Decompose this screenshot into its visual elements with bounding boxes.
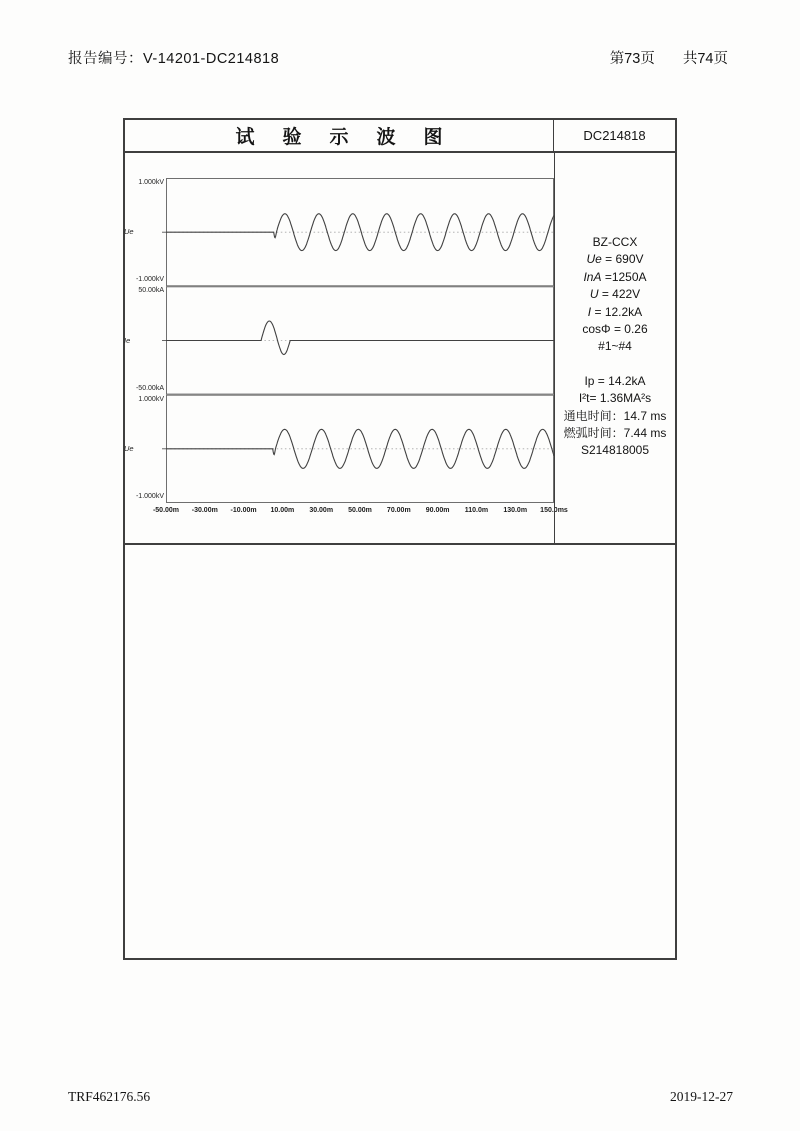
page-indicator <box>610 47 728 68</box>
result-line-0: Ip = 14.2kA <box>584 373 646 388</box>
result-line-1: I²t= 1.36MA²s <box>578 391 652 406</box>
document-title: 试验示波图 <box>235 127 471 148</box>
result-line-2: 通电时间：14.7 ms <box>563 408 667 423</box>
parameters-panel <box>554 153 675 543</box>
report-date: 2019-12-27 <box>670 1089 733 1104</box>
spec-line-0: BZ-CCX <box>592 235 638 249</box>
total-pages-label: 共74页 <box>682 51 728 67</box>
time-tick-label-6: 70.00m <box>386 507 411 514</box>
scope-svg <box>166 178 554 503</box>
spec-line-6: #1~#4 <box>598 339 632 354</box>
spec-line-3: U = 422V <box>589 287 641 302</box>
title-cell <box>125 120 553 151</box>
spec-line-5: cosΦ = 0.26 <box>582 322 648 337</box>
scale-top-label-ch0: 1.000kV <box>138 179 164 186</box>
waveform-trace-ch1 <box>166 321 554 355</box>
result-line-4: S214818005 <box>580 443 650 458</box>
blank-area <box>125 545 675 958</box>
spec-line-4: I = 12.2kA <box>587 304 643 319</box>
time-tick-label-7: 90.00m <box>425 507 450 514</box>
time-tick-label-10: 150.0ms <box>540 507 568 514</box>
spec-line-1: Ue = 690V <box>586 252 644 267</box>
time-tick-label-3: 10.00m <box>270 507 295 514</box>
scale-top-label-ch2: 1.000kV <box>138 395 164 403</box>
channel-label-ch1: Ie <box>124 335 131 345</box>
channel-label-ch0: Ue <box>124 227 134 237</box>
time-tick-label-5: 50.00m <box>348 507 372 514</box>
scope-plot <box>124 178 568 514</box>
trf-number: TRF462176.56 <box>68 1089 151 1104</box>
result-block <box>555 373 675 460</box>
scale-bottom-label-ch1: -50.00kA <box>135 384 164 392</box>
spec-line-2: InA =1250A <box>583 269 647 284</box>
oscillogram-section <box>125 153 675 545</box>
oscillogram-frame <box>123 118 677 960</box>
channel-label-ch2: Ue <box>124 443 134 453</box>
time-tick-label-4: 30.00m <box>309 507 334 514</box>
spec-block <box>555 234 675 356</box>
report-number: 报告编号：V-14201-DC214818 <box>68 51 280 67</box>
test-code: DC214818 <box>553 120 675 151</box>
title-row <box>125 120 675 153</box>
result-line-3: 燃弧时间：7.44 ms <box>563 426 667 441</box>
time-tick-label-2: -10.00m <box>230 507 257 514</box>
scale-bottom-label-ch2: -1.000kV <box>135 493 164 500</box>
time-tick-label-1: -30.00m <box>191 507 218 514</box>
scale-top-label-ch1: 50.00kA <box>138 287 164 295</box>
scale-bottom-label-ch0: -1.000kV <box>135 276 164 284</box>
time-tick-label-0: -50.00m <box>152 507 180 514</box>
time-tick-label-8: 110.0m <box>464 507 489 514</box>
current-page-label: 第73页 <box>609 51 655 67</box>
time-tick-label-9: 130.0m <box>503 507 528 514</box>
